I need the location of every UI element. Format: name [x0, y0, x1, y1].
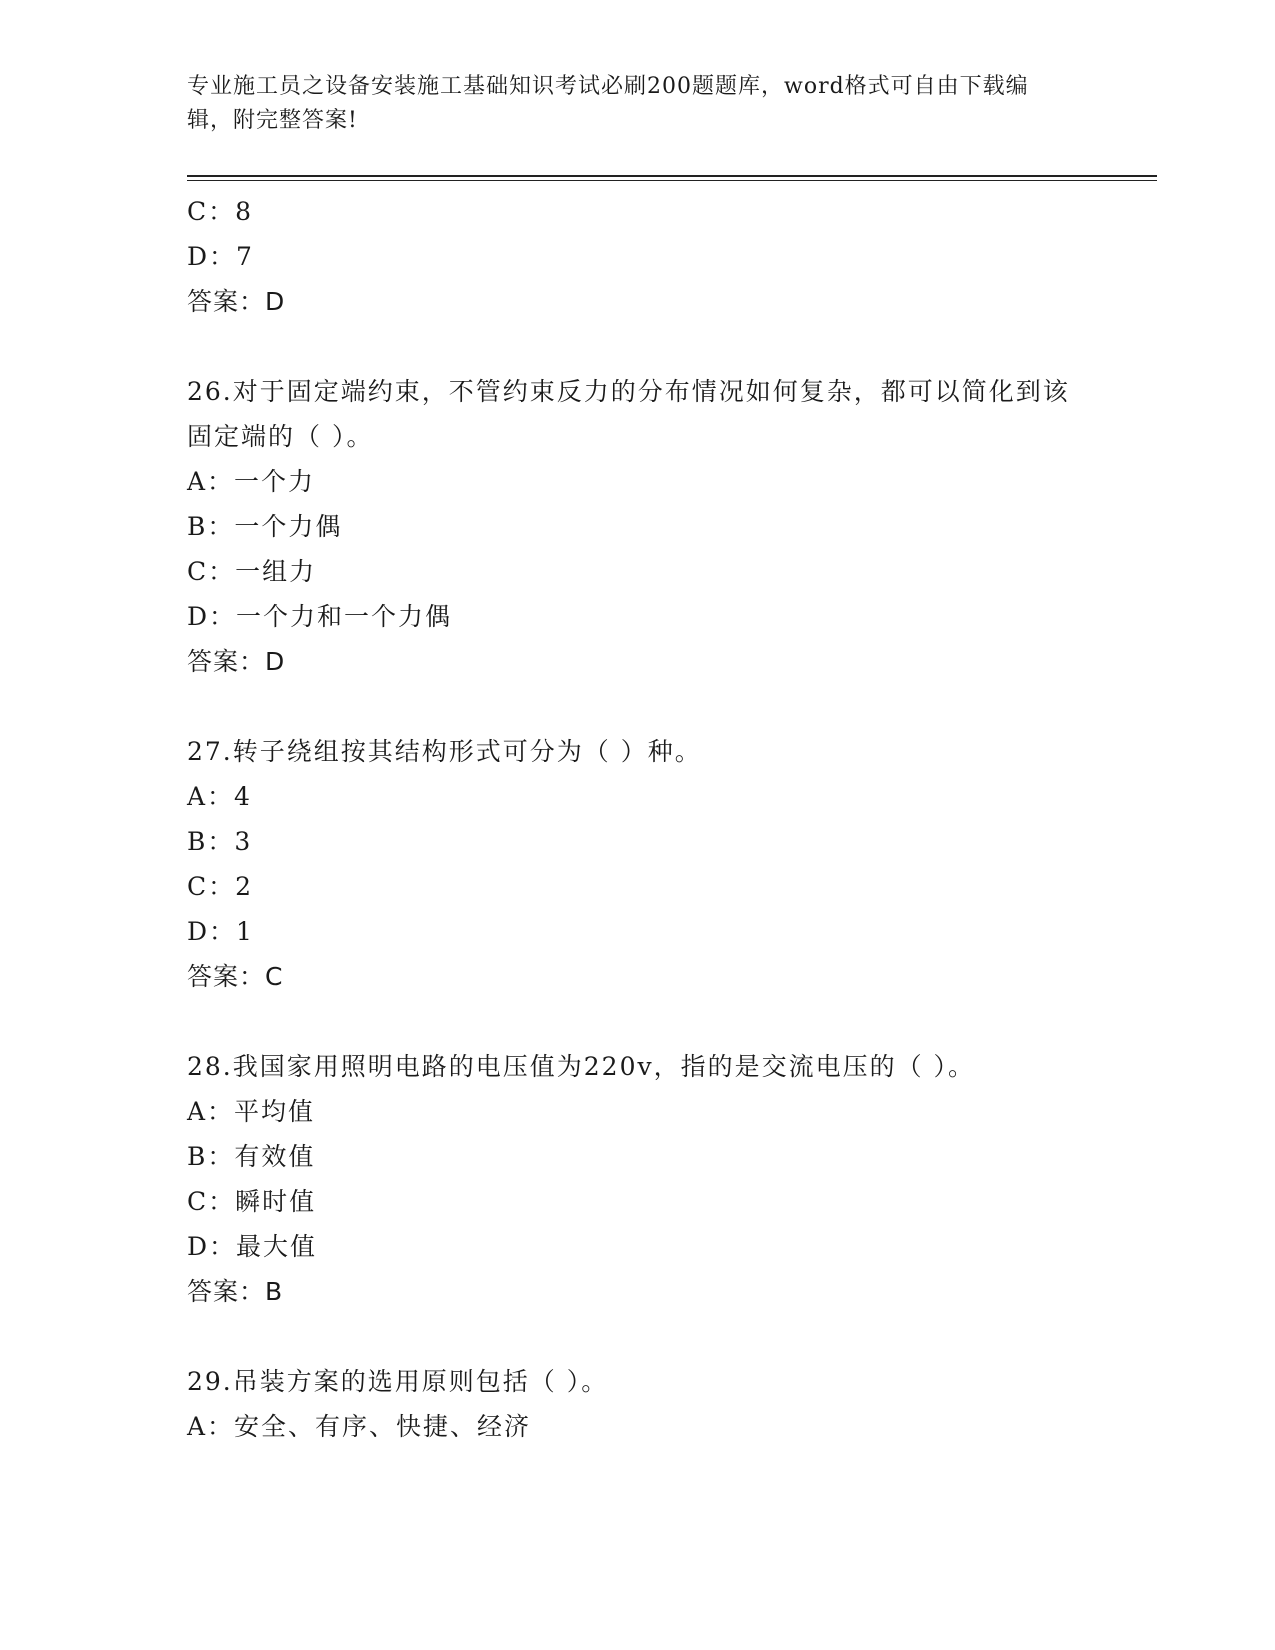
option-b: B：一个力偶: [187, 512, 343, 541]
option-d: D：最大值: [187, 1232, 318, 1261]
answer: 答案：D: [187, 647, 286, 676]
question-text: 27.转子绕组按其结构形式可分为（ ）种。: [187, 737, 702, 766]
answer: 答案：B: [187, 1277, 284, 1306]
option-a: A：安全、有序、快捷、经济: [187, 1412, 532, 1441]
question-27: [187, 729, 1157, 999]
option-c: C：8: [187, 197, 254, 226]
option-d: D：1: [187, 917, 254, 946]
document-header: 专业施工员之设备安装施工基础知识考试必刷200题题库，word格式可自由下载编辑，附完整答案!: [187, 74, 1029, 133]
option-a: A：一个力: [187, 467, 316, 496]
header-divider: [187, 175, 1157, 181]
question-text: 28.我国家用照明电路的电压值为220v，指的是交流电压的（ ）。: [187, 1052, 976, 1081]
option-c: C：2: [187, 872, 254, 901]
option-c: C：一组力: [187, 557, 317, 586]
answer: 答案：C: [187, 962, 284, 991]
option-a: A：平均值: [187, 1097, 316, 1126]
question-text: 29.吊装方案的选用原则包括（ ）。: [187, 1367, 609, 1396]
option-a: A：4: [187, 782, 252, 811]
question-25-tail: [187, 189, 1157, 324]
question-28: [187, 1044, 1157, 1314]
question-29: [187, 1359, 1157, 1449]
question-26: [187, 369, 1157, 684]
option-d: D：一个力和一个力偶: [187, 602, 453, 631]
document-page: [187, 70, 1157, 1449]
answer: 答案：D: [187, 287, 286, 316]
question-text: 26.对于固定端约束，不管约束反力的分布情况如何复杂，都可以简化到该固定端的（ ）。: [187, 377, 1070, 451]
option-b: B：3: [187, 827, 253, 856]
option-d: D：7: [187, 242, 254, 271]
option-b: B：有效值: [187, 1142, 316, 1171]
option-c: C：瞬时值: [187, 1187, 317, 1216]
